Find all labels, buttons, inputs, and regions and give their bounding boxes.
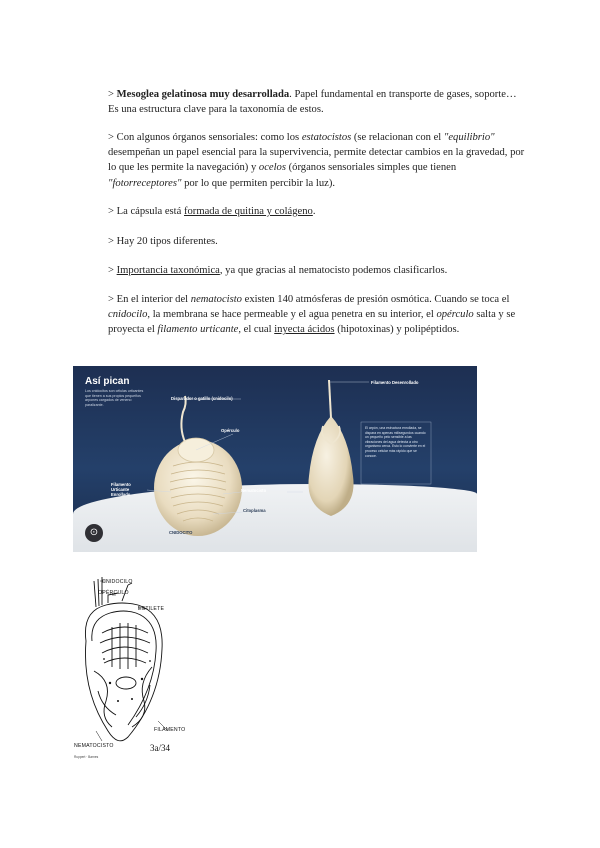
cnidocil-left: [181, 396, 185, 442]
label-nematocisto: Nematocisto: [241, 488, 267, 493]
filament-uncoiled: [329, 380, 331, 418]
term-nematocisto: nematocisto: [190, 294, 242, 305]
sketch-label-estilete: ESTILETE: [138, 606, 165, 612]
sketch-label-filamento: FILAMENTO: [154, 727, 186, 733]
term-estatocistos: estatocistos: [301, 132, 352, 143]
nematocyst-sketch: [72, 571, 186, 762]
sketch-figure-number: 3a/34: [150, 743, 170, 753]
infographic-title: Así pican: [85, 376, 130, 387]
label-cnidocito: CNIDOCITO: [169, 530, 193, 535]
infographic-subtitle: Los cnidocitos son células urticantes que tienen a sus propios pequeños arpones cargados de veneno paralizante.: [85, 389, 144, 407]
term-importancia-taxonomica: Importancia taxonómica: [116, 265, 220, 276]
term-cnidocilo: cnidocilo: [108, 309, 148, 321]
sketch-label-nematocisto: NEMATOCISTO: [74, 743, 114, 749]
term-filamento-urticante: filamento urticante: [157, 324, 239, 336]
sketch-drawing: [72, 571, 178, 762]
paragraph-organos-sensoriales: > Con algunos órganos sensoriales: como los estatocistos (se relacionan con el "equilibrio" desempeñan un papel esencial para la supervivencia, permite detectar cambios en la gravedad, por lo que les permite la navegación) y ocelos (órganos sensoriales simples que tienen "fotorreceptores" por lo que permiten percibir la luz).: [108, 132, 525, 189]
term-equilibrio: "equilibrio": [443, 132, 495, 143]
label-citoplasma: Citoplasma: [243, 508, 266, 513]
sketch-label-operculo: OPÉRCULO: [98, 590, 129, 596]
paragraph-mesoglea: > Mesoglea gelatinosa muy desarrollada. Papel fundamental en transporte de gases, soporte… Es una estructura clave para la taxonomía de estos.: [108, 89, 517, 116]
infographic-note: El arpón, una estructura enrollada, se dispara en apenas milisegundos cuando un pequeño pelo sensible a las vibraciones del agua detecta a otro organismo cerca. Esto lo convierte en el proceso celular más rápido que se conoce.: [365, 426, 426, 458]
term-operculo: opérculo: [436, 309, 474, 321]
nematocyst-right: [308, 416, 353, 516]
term-mesoglea: Mesoglea gelatinosa muy desarrollada: [116, 89, 290, 100]
sketch-label-cnidocilo: CNIDOCILO: [102, 579, 133, 585]
paragraph-taxonomia: > Importancia taxonómica, ya que gracias al nematocisto podemos clasificarlos.: [108, 265, 448, 276]
lens-icon[interactable]: ⊙: [85, 524, 103, 542]
term-ocelos: ocelos: [258, 162, 286, 174]
sketch-caption: Ruppert · Barnes: [74, 755, 99, 759]
paragraph-tipos: > Hay 20 tipos diferentes.: [108, 236, 218, 247]
label-filamento-enrollado: Filamento Urticante Enrollado: [111, 482, 131, 497]
paragraph-capsula: > La cápsula está formada de quitina y colágeno.: [108, 206, 316, 217]
term-inyecta-acidos: inyecta ácidos: [274, 324, 335, 336]
label-disparador: Disparador o gatillo (cnidocilo): [171, 396, 233, 401]
term-fotorreceptores: "fotorreceptores": [108, 177, 182, 189]
paragraph-nematocisto: > En el interior del nematocisto existen 140 atmósferas de presión osmótica. Cuando se toca el cnidocilo, la membrana se hace permeable y el agua penetra en su interior, el opérculo salta y se proyecta el filamento urticante, el cual inyecta ácidos (hipotoxinas) y polipéptidos.: [108, 294, 516, 336]
cnidocyte-infographic: [73, 366, 477, 552]
label-filamento-desenrollado: Filamento Desenrollado: [371, 380, 419, 385]
label-operculo: Opérculo: [221, 428, 240, 433]
term-quitina-colageno: formada de quitina y colágeno: [183, 206, 313, 217]
